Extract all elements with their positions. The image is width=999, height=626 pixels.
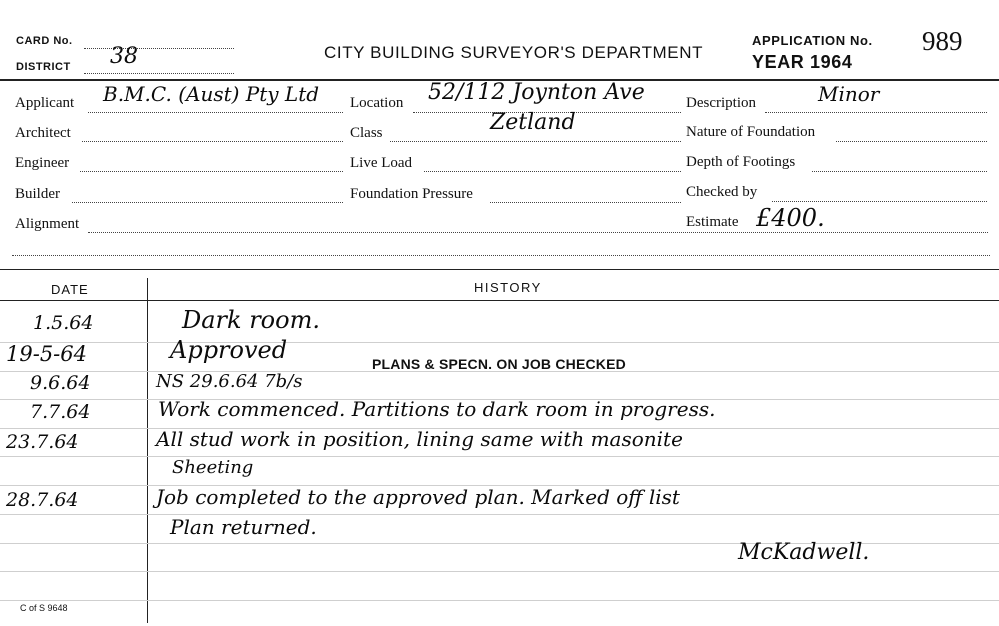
history-row-text: All stud work in position, lining same with masonite — [156, 427, 683, 451]
history-row-date: 9.6.64 — [30, 372, 91, 394]
history-row-date: 7.7.64 — [30, 401, 91, 423]
description-dotline — [765, 112, 987, 113]
applicant-value: B.M.C. (Aust) Pty Ltd — [103, 82, 320, 106]
ruled-line — [0, 456, 999, 457]
depth-dotline — [812, 171, 987, 172]
applicant-dotline — [88, 112, 343, 113]
history-row-date: 1.5.64 — [33, 312, 94, 334]
history-row-text: Approved — [170, 336, 288, 364]
card-no-label: CARD No. — [16, 35, 73, 47]
description-label: Description — [686, 95, 756, 111]
engineer-dotline — [80, 171, 343, 172]
class-label: Class — [350, 125, 383, 141]
applicant-label: Applicant — [15, 95, 75, 111]
date-column-header: DATE — [51, 282, 89, 297]
plans-checked-stamp: PLANS & SPECN. ON JOB CHECKED — [372, 356, 626, 372]
history-row-text: Sheeting — [172, 457, 254, 478]
form-code: C of S 9648 — [20, 603, 68, 613]
history-row-text: Plan returned. — [170, 515, 317, 539]
history-header-rule — [0, 300, 999, 301]
live-load-dotline — [424, 171, 681, 172]
location-label: Location — [350, 95, 404, 111]
department-title: CITY BUILDING SURVEYOR'S DEPARTMENT — [324, 43, 704, 62]
foundation-pressure-label: Foundation Pressure — [350, 186, 473, 202]
foundation-pressure-dotline — [490, 202, 681, 203]
ruled-line — [0, 600, 999, 601]
checked-by-label: Checked by — [686, 184, 758, 200]
builder-label: Builder — [15, 186, 60, 202]
history-row-text: NS 29.6.64 7b/s — [156, 371, 303, 392]
nature-of-foundation-label: Nature of Foundation — [686, 124, 816, 140]
history-row-date: 19-5-64 — [6, 342, 87, 366]
class-dotline — [390, 141, 681, 142]
architect-label: Architect — [15, 125, 71, 141]
year-label: YEAR 1964 — [752, 52, 853, 72]
history-row-text: Work commenced. Partitions to dark room in progress. — [158, 397, 716, 421]
history-top-rule — [0, 269, 999, 270]
history-column-header: HISTORY — [474, 280, 542, 295]
location-value: 52/112 Joynton Ave — [428, 80, 645, 105]
live-load-label: Live Load — [350, 155, 413, 171]
engineer-label: Engineer — [15, 155, 70, 171]
description-value: Minor — [818, 82, 880, 106]
district-dotline — [84, 73, 234, 74]
ruled-line — [0, 514, 999, 515]
ruled-line — [0, 342, 999, 343]
history-row-date: 23.7.64 — [6, 431, 79, 453]
history-row-text: Job completed to the approved plan. Marked off list — [156, 485, 680, 509]
inspector-signature: McKadwell. — [738, 540, 870, 565]
history-row-text: Dark room. — [182, 306, 320, 334]
nature-dotline — [836, 141, 987, 142]
alignment-label: Alignment — [15, 216, 80, 232]
fields-end-dotline — [12, 255, 990, 256]
application-no-label: APPLICATION No. — [752, 33, 873, 48]
district-label: DISTRICT — [16, 61, 71, 73]
alignment-dotline — [88, 232, 988, 233]
estimate-value: £400. — [756, 204, 825, 232]
application-no-value: 989 — [922, 26, 963, 56]
ruled-line — [0, 571, 999, 572]
builder-dotline — [72, 202, 343, 203]
estimate-label: Estimate — [686, 214, 739, 230]
card-no-dotline — [84, 48, 234, 49]
checked-by-dotline — [772, 201, 987, 202]
architect-dotline — [82, 141, 343, 142]
district-value: 38 — [110, 44, 138, 69]
history-row-date: 28.7.64 — [6, 489, 79, 511]
depth-of-footings-label: Depth of Footings — [686, 154, 796, 170]
location-value-suburb: Zetland — [490, 110, 576, 135]
